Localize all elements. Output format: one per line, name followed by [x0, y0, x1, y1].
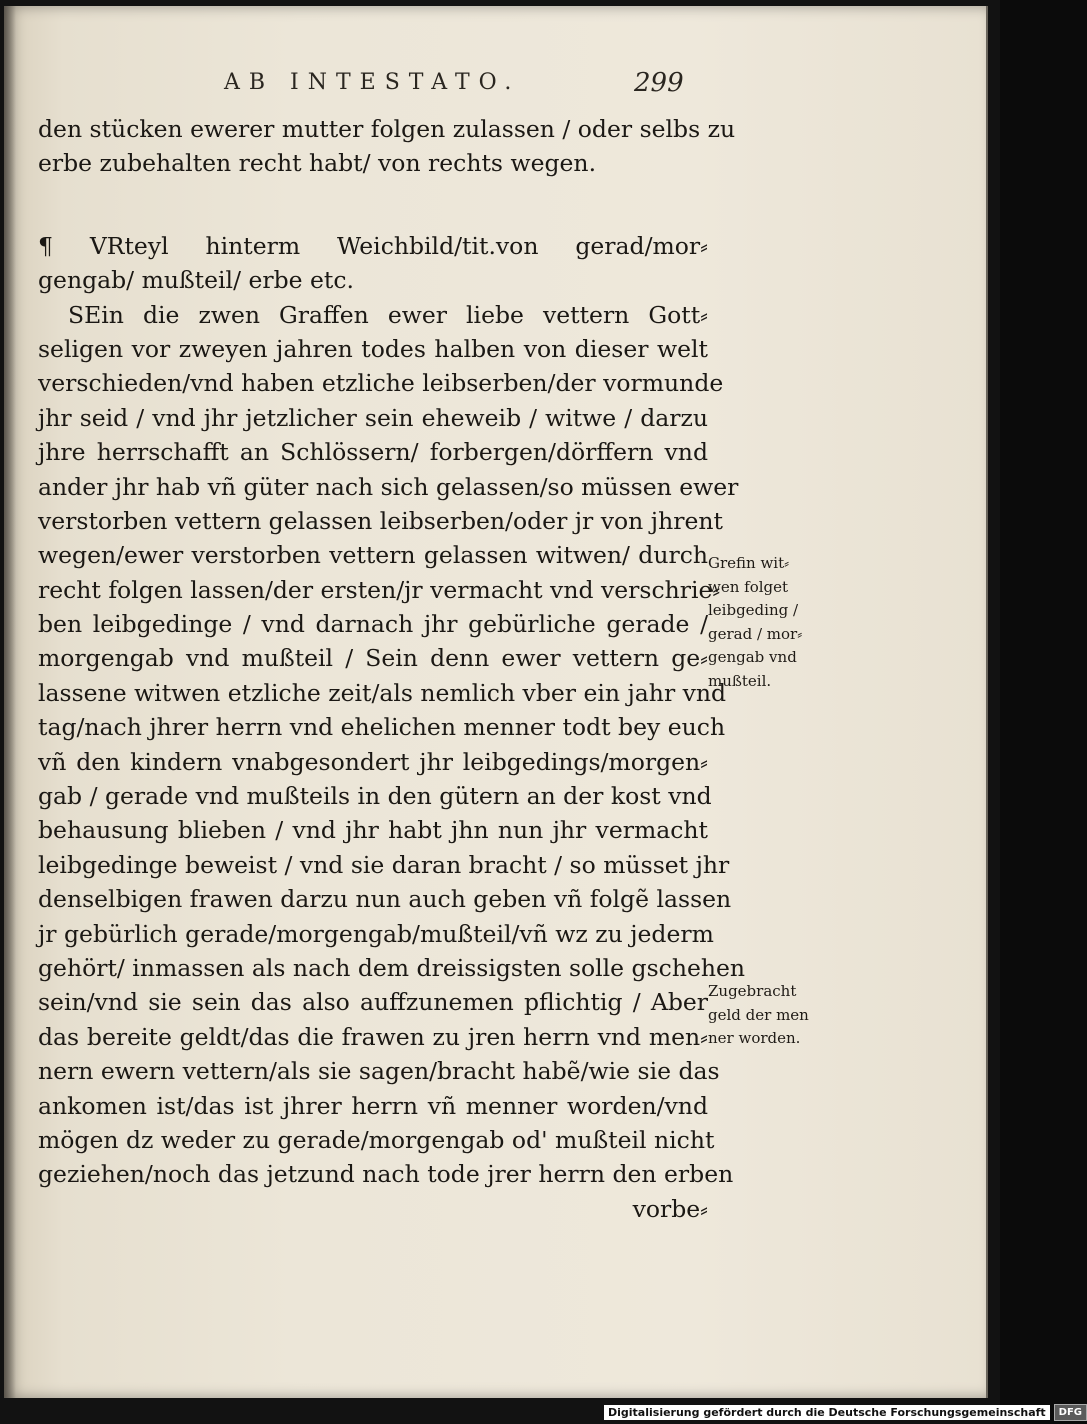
text-line: SEin die zwen Graffen ewer liebe vettern Gott⸗: [68, 300, 708, 329]
text-line: verschieden/vnd haben etzliche leibserben/der vormunde: [38, 369, 724, 398]
text-line: denselbigen frawen darzu nun auch geben vñ folgẽ lassen: [38, 885, 732, 914]
section-heading-line: gengab/ mußteil/ erbe etc.: [38, 266, 354, 295]
text-line: leibgedinge beweist / vnd sie daran bracht / so müsset jhr: [38, 850, 730, 879]
text-line: tag/nach jhrer herrn vnd ehelichen menner todt bey euch: [38, 713, 726, 742]
text-line: erbe zubehalten recht habt/ von rechts wegen.: [38, 149, 597, 178]
text-line: morgengab vnd mußteil / Sein denn ewer vettern ge⸗: [38, 644, 708, 673]
text-line: behausung blieben / vnd jhr habt jhn nun jhr vermacht: [38, 816, 708, 845]
text-line: sein/vnd sie sein das also auffzunemen pflichtig / Aber: [38, 988, 708, 1017]
text-line: den stücken ewerer mutter folgen zulassen / oder selbs zu: [38, 115, 736, 143]
marginal-line: gengab vnd: [708, 648, 797, 666]
text-line: vñ den kindern vnabgesondert jhr leibgedings/morgen⸗: [38, 747, 708, 776]
marginal-line: Zugebracht: [708, 982, 797, 1000]
dfg-logo: DFG: [1054, 1404, 1087, 1421]
running-head: AB INTESTATO.: [224, 70, 521, 95]
text-line: jhre herrschafft an Schlössern/ forbergen/dörffern vnd: [38, 438, 708, 467]
paragraph-gap: [38, 181, 708, 229]
text-line: recht folgen lassen/der ersten/jr vermacht vnd verschrie⸗: [38, 575, 721, 604]
page-number: 299: [634, 68, 684, 98]
marginal-note-widow-inheritance: [708, 552, 818, 693]
text-line: das bereite geldt/das die frawen zu jren herrn vnd men⸗: [38, 1022, 708, 1051]
text-line: verstorben vettern gelassen leibserben/oder jr von jhrent: [38, 506, 723, 535]
page-gutter-shadow: [4, 6, 16, 1398]
page-header: [224, 70, 724, 110]
book-page: [4, 6, 988, 1398]
marginal-line: ner worden.: [708, 1029, 801, 1047]
funding-credit: Digitalisierung gefördert durch die Deutsche Forschungsgemeinschaft: [604, 1405, 1050, 1420]
marginal-line: leibgeding /: [708, 601, 799, 619]
marginal-line: geld der men: [708, 1005, 809, 1024]
text-line: jhr seid / vnd jhr jetzlicher sein eheweib / witwe / darzu: [38, 403, 708, 432]
section-heading-line: ¶ VRteyl hinterm Weichbild/tit.von gerad/mor⸗: [38, 231, 708, 260]
marginal-line: mußteil.: [708, 671, 772, 690]
digitization-footer: [604, 1403, 1087, 1421]
marginal-line: Grefin wit⸗: [708, 554, 790, 572]
main-text-block: [38, 112, 746, 1226]
text-line: jr gebürlich gerade/morgengab/mußteil/vñ wz zu jederm: [38, 919, 714, 948]
marginal-line: gerad / mor⸗: [708, 624, 803, 643]
text-line: ankomen ist/das ist jhrer herrn vñ menner worden/vnd: [38, 1091, 708, 1120]
text-line: gab / gerade vnd mußteils in den gütern an der kost vnd: [38, 782, 712, 811]
text-line: seligen vor zweyen jahren todes halben von dieser welt: [38, 334, 708, 363]
text-line: gehört/ inmassen als nach dem dreissigsten solle gschehen: [38, 953, 746, 982]
text-line: geziehen/noch das jetzund nach tode jrer herrn den erben: [38, 1160, 734, 1189]
marginal-note-brought-money: [708, 980, 818, 1051]
text-line: nern ewern vettern/als sie sagen/bracht habẽ/wie sie das: [38, 1057, 720, 1086]
text-line: ben leibgedinge / vnd darnach jhr gebürliche gerade /: [38, 610, 708, 639]
catchword: vorbe⸗: [632, 1194, 708, 1223]
text-line: mögen dz weder zu gerade/morgengab od' mußteil nicht: [38, 1125, 715, 1154]
text-line: lassene witwen etzliche zeit/als nemlich vber ein jahr vnd: [38, 678, 727, 707]
marginal-line: wen folget: [708, 577, 789, 596]
text-line: wegen/ewer verstorben vettern gelassen witwen/ durch: [38, 541, 708, 570]
text-line: ander jhr hab vñ güter nach sich gelassen/so müssen ewer: [38, 472, 739, 501]
